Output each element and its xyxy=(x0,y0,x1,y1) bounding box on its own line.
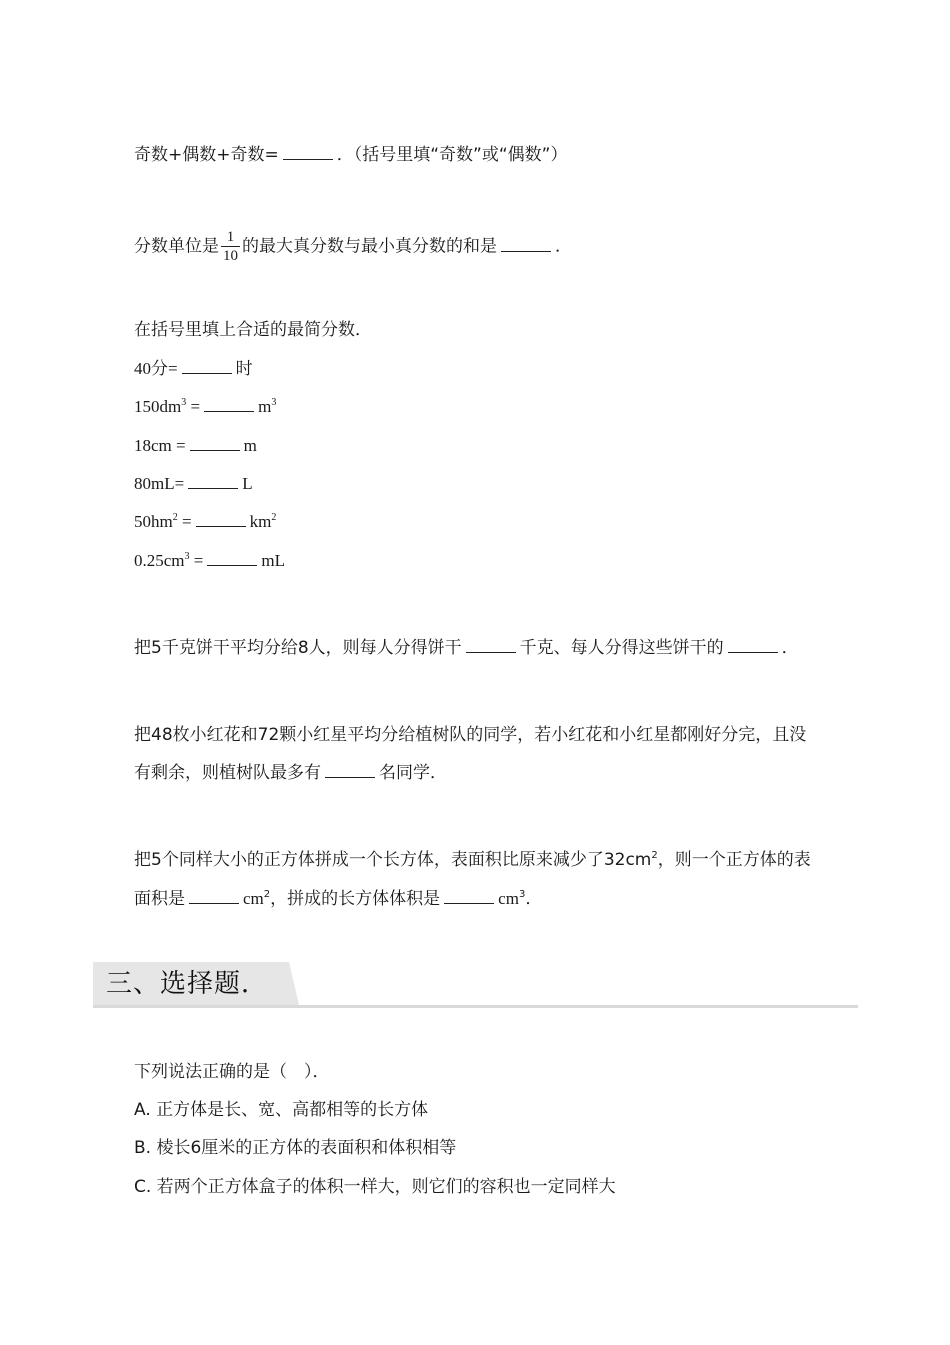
odd-even-expression: 奇数+偶数+奇数= xyxy=(134,145,279,165)
flowers-stars-line2-post: 名同学． xyxy=(379,763,447,783)
conversion-unit: L xyxy=(242,474,253,493)
question-odd-even xyxy=(134,143,567,167)
question-simplest-fraction-intro: 在括号里填上合适的最简分数． xyxy=(134,320,372,340)
odd-even-instruction: ．（括号里填“奇数”或“偶数”） xyxy=(336,145,568,165)
exponent: 2 xyxy=(651,850,658,861)
fraction-denominator: 10 xyxy=(223,248,238,264)
fraction-numerator: 1 xyxy=(221,228,240,247)
answer-blank[interactable] xyxy=(190,449,240,451)
question-flowers-stars-line2 xyxy=(134,761,447,785)
exponent: 2 xyxy=(271,512,277,523)
fraction-question-prefix: 分数单位是 xyxy=(134,236,219,257)
conversion-row xyxy=(134,510,276,534)
answer-blank[interactable] xyxy=(325,776,375,778)
biscuit-question-part2: 千克、每人分得这些饼干的 xyxy=(519,638,724,658)
exponent: 3 xyxy=(184,551,190,562)
question-cubes-line2 xyxy=(134,887,542,911)
answer-blank[interactable] xyxy=(196,525,246,527)
answer-blank[interactable] xyxy=(466,651,516,653)
choice-option-b[interactable]: B. 棱长6厘米的正方体的表面积和体积相等 xyxy=(134,1138,457,1158)
conversion-unit: m xyxy=(243,436,257,455)
answer-blank[interactable] xyxy=(728,651,778,653)
fraction-one-tenth xyxy=(221,228,240,265)
cubes-line1-pre: 把5个同样大小的正方体拼成一个长方体，表面积比原来减少了32cm xyxy=(134,850,652,870)
conversion-row xyxy=(134,549,285,573)
equals-sign: = xyxy=(186,397,201,416)
biscuit-question-part1: 把5千克饼干平均分给8人，则每人分得饼干 xyxy=(134,638,462,658)
question-flowers-stars-line1: 把48枚小红花和72颗小红星平均分给植树队的同学，若小红花和小红星都刚好分完，且没 xyxy=(134,725,807,745)
volume-unit: cm xyxy=(498,889,519,908)
conversion-row xyxy=(134,434,257,458)
conversion-lhs: 50hm xyxy=(134,512,173,531)
exponent: 2 xyxy=(263,889,271,900)
conversion-lhs: 150dm xyxy=(134,397,182,416)
conversion-lhs: 18cm = xyxy=(134,436,186,455)
conversion-unit: km xyxy=(249,512,272,531)
conversion-lhs: 0.25cm xyxy=(134,551,185,570)
conversion-unit: mL xyxy=(261,551,285,570)
flowers-stars-line2-pre: 有剩余，则植树队最多有 xyxy=(134,763,321,783)
conversion-lhs: 80mL= xyxy=(134,474,185,493)
cubes-line2-end: ． xyxy=(525,889,543,909)
cubes-line1-post: ，则一个正方体的表 xyxy=(657,850,811,870)
choice-option-a[interactable]: A. 正方体是长、宽、高都相等的长方体 xyxy=(134,1100,429,1120)
section-divider xyxy=(93,1005,858,1008)
section-header xyxy=(93,962,858,1008)
section-title: 三、选择题． xyxy=(106,969,269,999)
conversion-row xyxy=(134,472,253,496)
conversion-unit: 时 xyxy=(235,359,253,379)
conversion-lhs: 40分= xyxy=(134,359,178,378)
exponent: 3 xyxy=(271,397,277,408)
exponent: 3 xyxy=(181,397,187,408)
answer-blank[interactable] xyxy=(501,250,551,252)
area-unit: cm xyxy=(243,889,264,908)
answer-blank[interactable] xyxy=(189,902,239,904)
answer-blank[interactable] xyxy=(207,564,257,566)
cubes-line2-pre: 面积是 xyxy=(134,889,185,909)
equals-sign: = xyxy=(189,551,204,570)
choice-option-c[interactable]: C. 若两个正方体盒子的体积一样大，则它们的容积也一定同样大 xyxy=(134,1177,616,1197)
exponent: 3 xyxy=(518,889,526,900)
answer-blank[interactable] xyxy=(188,487,238,489)
cubes-line2-mid: ，拼成的长方体体积是 xyxy=(270,889,441,909)
fraction-question-text: 的最大真分数与最小真分数的和是 xyxy=(242,236,497,257)
answer-blank[interactable] xyxy=(182,372,232,374)
answer-blank[interactable] xyxy=(444,902,494,904)
question-cubes-line1 xyxy=(134,848,811,872)
exponent: 2 xyxy=(172,512,178,523)
answer-blank[interactable] xyxy=(283,158,333,160)
choice-question-stem: 下列说法正确的是（ ）． xyxy=(134,1062,330,1082)
conversion-row xyxy=(134,395,276,419)
conversion-unit: m xyxy=(258,397,272,416)
answer-blank[interactable] xyxy=(204,410,254,412)
conversion-row xyxy=(134,357,253,381)
question-biscuit-division xyxy=(134,636,799,660)
question-fraction-unit xyxy=(134,228,572,265)
biscuit-question-end: ． xyxy=(781,638,799,658)
equals-sign: = xyxy=(177,512,192,531)
fraction-question-end: ． xyxy=(555,236,572,257)
